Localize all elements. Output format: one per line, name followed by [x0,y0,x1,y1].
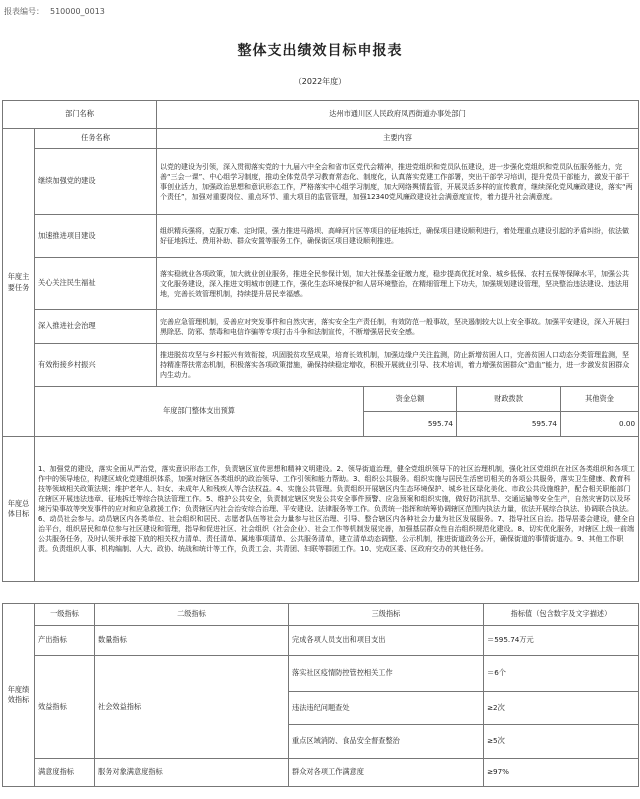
perf-row [3,626,639,656]
perf-value: ＝6个 [484,656,639,692]
task-row [3,258,639,310]
overall-text: 1、加强党的建设，落实全面从严治党，落实意识形态工作，负责辖区宣传思想和精神文明建设。2、领导街道治理，健全党组织领导下的社区治理机制，强化社区党组织在社区各类组织和各项工作中的领导地位，构建区域化党建组织体系，加强对辖区各类组织的政治领导、工作引领和能力帮助。3、组织公共服务。组织实施与居民生活密切相关的各项公共服务，落实卫生健康、教育科技等领域相关政策法规；维护老年人、妇女、未成年人和残疾人等合法权益。4、实施公共管理。负责组织开展辖区内生态环境保护、城乡社区绿化美化、市政公共设施维护，配合相关职能部门在辖区开展违法违章、征地拆迁等综合执法管理工作。5、维护公共安全，负责制定辖区突发公共安全事件预警、应急预案和组织实施，做好防汛抗旱、交通运输等安全生产，自然灾害防以及环境污染事故等突发事件的应对和应急救援工作；负责辖区内社会治安综合治理、平安建设、法律服务等工作。负责统一指挥和统筹协调辖区范围内执法力量，依法开展综合执法、协调联合执法。6、动员社会参与。动员辖区内各类单位、社会组织和居民、志愿者队伍等社会力量参与社区治理、引导、整合辖区内各种社会力量为社区发展服务。7、指导社区自治。指导居委会建设，健全自治平台，组织居民和单位参与社区建设和管理，指导和促进社区、社会组织（社会企业）、社会工作等机制发展完善，加强基层群众性自治组织规范化建设。8、切实优化服务，对辖区上级一前端公共服务任务，及时认领并承接下放的相关权力清单、责任清单、属地事项清单、公共服务清单，建立清单动态调整、公示机制，推进街道政务公开，确保街道的事情街道办。9、其他工作职责。负责组织人事、机构编制、人大、政协、统战和统计等工作，负责工会、共青团、妇联等群团工作。10、完成区委、区政府交办的其他任务。 [35,437,639,582]
task-name: 加速推进项目建设 [35,215,157,258]
perf-l1-header: 一级指标 [35,604,95,626]
task-content: 组织精兵强将，克服万难、定时限，强力推进马路坝、高峰河片区等项目的征地拆迁，确保项目建设顺利进行，着处理重点建设引起的矛盾纠纷，依法做好征地拆迁、费用补助、群众安置等服务工作，确保街区项目建设顺利推进。 [157,215,639,258]
dept-row [3,101,639,129]
budget-header-row [3,387,639,412]
perf-row [3,656,639,692]
task-content: 以党的建设为引领，深入贯彻落实党的十九届六中全会和省市区党代会精神，推进党组织和党员队伍建设，进一步强化党组织和党员队伍服务能力，完善“三会一课”、中心组学习制度，推动全体党员学习教育常态化、制度化，认真落实党建工作部署，突出干部学习培训，提升党员干部能力，激发干部干事创业活力，加强政治思想和意识形态工作，严格落实中心组学习制度，加大网络舆情监管，开展灵活多样的宣传教育，继续深化党风廉政建设，落实“两个责任”，加强对重要岗位、重点环节、重大项目的监管管理，加强12340党风廉政建设社会满意度宣传，着力提升社会满意度。 [157,149,639,215]
perf-l2: 服务对象满意度指标 [95,759,289,787]
task-row [3,149,639,215]
budget-total-value: 595.74 [364,412,457,437]
budget-fiscal-value: 595.74 [457,412,561,437]
perf-value: ≥5次 [484,725,639,759]
task-name: 有效衔接乡村振兴 [35,344,157,387]
overall-row [3,437,639,582]
perf-l3: 群众对各项工作满意度 [289,759,484,787]
task-name: 继续加强党的建设 [35,149,157,215]
year-label: （2022年度） [293,77,347,86]
budget-label: 年度部门整体支出预算 [35,387,364,437]
task-row [3,310,639,344]
task-header-row [3,129,639,149]
budget-total-header: 资金总额 [364,387,457,412]
task-row [3,344,639,387]
perf-l3: 重点区域消防、食品安全督查整治 [289,725,484,759]
perf-header-row [3,604,639,626]
budget-other-header: 其他资金 [561,387,639,412]
perf-l3: 违法违纪问题查处 [289,692,484,725]
overall-label: 年度总体目标 [3,437,35,582]
perf-l3: 落实社区疫情防控管控相关工作 [289,656,484,692]
task-content: 完善应急管理机制，妥善应对突发事件和自然灾害，落实安全生产责任制，有效防范一般事故，坚决遏制较大以上安全事故。加强平安建设，深入开展扫黑除恶、防邪、禁毒和电信诈骗等专项打击斗争和法制宣传，不断增强居民安全感。 [157,310,639,344]
task-content: 推进脱贫攻坚与乡村振兴有效衔接，巩固脱贫攻坚成果，培育长效机制，加强边缘户关注监测，防止新增贫困人口，完善贫困人口动态分类管理监测，坚持精准帮扶常态机制，积极落实各项政策措施，确保持续稳定增收，积极开展就业引导、技术培训，着力增强贫困群众“造血”能力，进一步激发贫困群众内生动力。 [157,344,639,387]
task-row [3,215,639,258]
perf-value: ＝595.74万元 [484,626,639,656]
dept-label: 部门名称 [3,101,157,129]
dept-value: 达州市通川区人民政府凤西街道办事处部门 [157,101,639,129]
task-budget-table [2,100,639,582]
section-task-label: 年度主要任务 [3,129,35,437]
form-number [4,6,111,17]
perf-value: ≥97% [484,759,639,787]
perf-l1: 满意度指标 [35,759,95,787]
task-content: 落实稳就业各项政策，加大就业创业服务，推进全民参保计划，加大社保基金征缴力度，稳步提高优抚对象、城乡低保、农村五保等保障水平，加强公共文化服务建设，深入推进文明城市创建工作，强化生态环境保护和人居环境整治，在精细管理上下功夫，加强规划建设管理，坚决整治违法建设、违法用地，完善长效管理机制，持续提升居民幸福感。 [157,258,639,310]
perf-l2: 社会效益指标 [95,656,289,759]
performance-table [2,603,639,787]
budget-other-value: 0.00 [561,412,639,437]
task-name: 深入推进社会治理 [35,310,157,344]
perf-value: ≥2次 [484,692,639,725]
perf-l1: 效益指标 [35,656,95,759]
task-name-header: 任务名称 [35,129,157,149]
perf-l3: 完成各项人员支出和项目支出 [289,626,484,656]
form-number-value: 510000_0013 [50,7,105,16]
form-number-label: 报表编号： [4,7,44,16]
task-name: 关心关注民生福祉 [35,258,157,310]
perf-l2: 数量指标 [95,626,289,656]
page-title: 整体支出绩效目标申报表 [237,43,403,59]
task-content-header: 主要内容 [157,129,639,149]
perf-row [3,759,639,787]
budget-fiscal-header: 财政拨款 [457,387,561,412]
perf-l3-header: 三级指标 [289,604,484,626]
perf-value-header: 指标值（包含数字及文字描述） [484,604,639,626]
perf-label: 年度绩效指标 [3,604,35,787]
perf-l1: 产出指标 [35,626,95,656]
perf-l2-header: 二级指标 [95,604,289,626]
